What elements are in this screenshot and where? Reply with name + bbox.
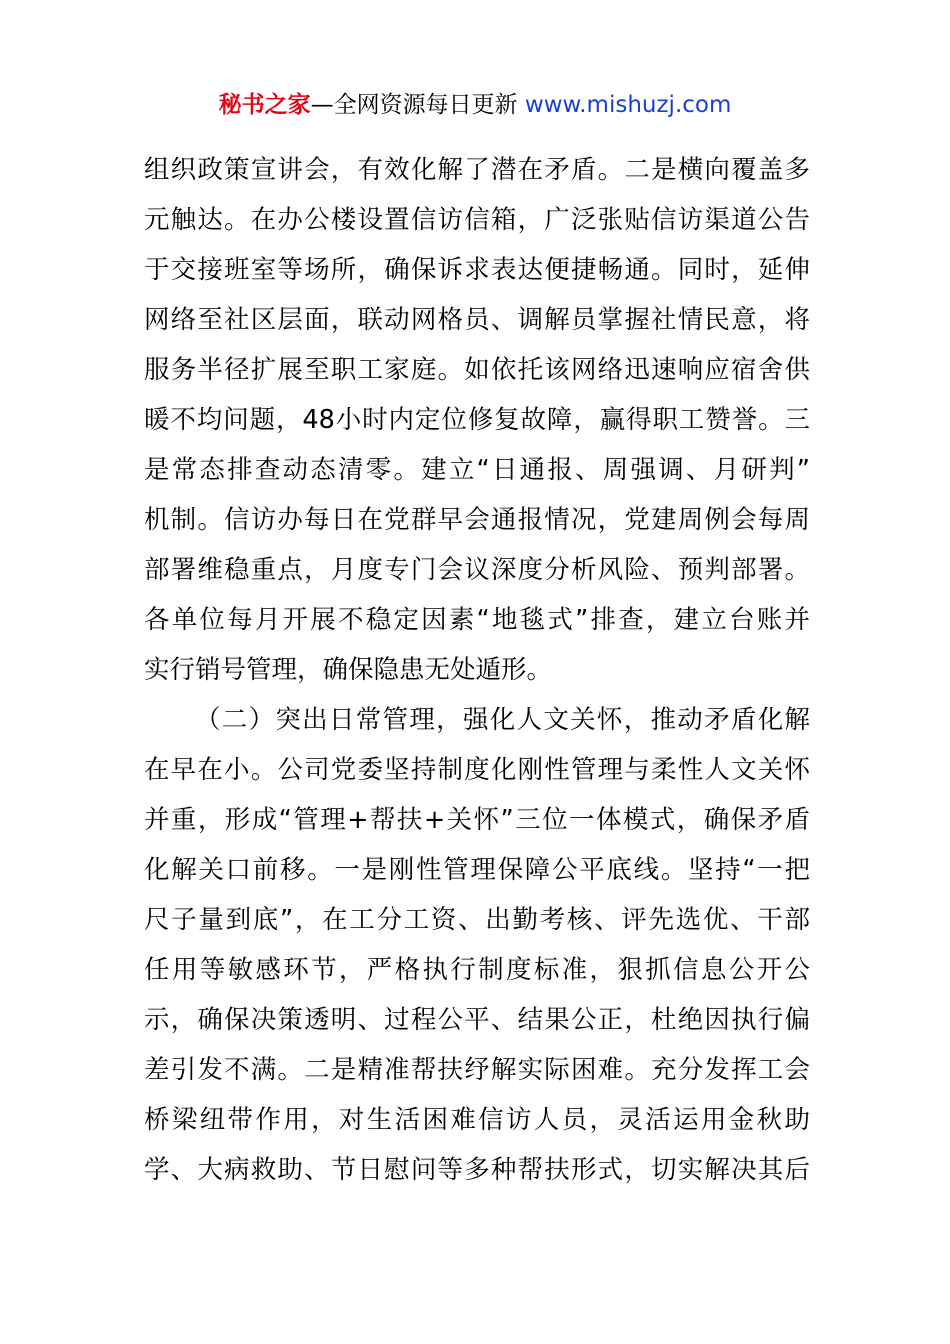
text-line: 在早在小。公司党委坚持制度化刚性管理与柔性人文关怀 [144,755,810,785]
text-line: 尺子量到底”，在工分工资、出勤考核、评先选优、干部 [144,905,810,935]
brand-name: 秘书之家 [218,92,311,118]
text-line: 并重，形成“管理+帮扶+关怀”三位一体模式，确保矛盾 [144,805,810,835]
text-line: 化解关口前移。一是刚性管理保障公平底线。坚持“一把 [144,855,810,885]
text-line: 暖不均问题，48小时内定位修复故障，赢得职工赞誉。三 [144,405,810,435]
text-line: 组织政策宣讲会，有效化解了潜在矛盾。二是横向覆盖多 [144,155,810,185]
text-line: 任用等敏感环节，严格执行制度标准，狠抓信息公开公 [144,955,810,985]
text-line: 桥梁纽带作用，对生活困难信访人员，灵活运用金秋助 [144,1105,810,1135]
text-line: 实行销号管理，确保隐患无处遁形。 [144,655,553,685]
site-url-link[interactable]: www.mishuzj.com [524,92,732,118]
section-heading-line: （二）突出日常管理，强化人文关怀，推动矛盾化解 [195,705,810,735]
document-body [144,145,810,1195]
text-line: 部署维稳重点，月度专门会议深度分析风险、预判部署。 [144,555,810,585]
site-header [0,86,950,124]
text-line: 差引发不满。二是精准帮扶纾解实际困难。充分发挥工会 [144,1055,810,1085]
text-line: 服务半径扩展至职工家庭。如依托该网络迅速响应宿舍供 [144,355,810,385]
text-line: 网络至社区层面，联动网格员、调解员掌握社情民意，将 [144,305,810,335]
text-line: 是常态排查动态清零。建立“日通报、周强调、月研判” [144,455,810,485]
header-tagline: —全网资源每日更新 [310,92,518,118]
text-line: 于交接班室等场所，确保诉求表达便捷畅通。同时，延伸 [144,255,810,285]
text-line: 学、大病救助、节日慰问等多种帮扶形式，切实解决其后 [144,1155,810,1185]
text-line: 元触达。在办公楼设置信访信箱，广泛张贴信访渠道公告 [144,205,810,235]
text-line: 示，确保决策透明、过程公平、结果公正，杜绝因执行偏 [144,1005,810,1035]
text-line: 机制。信访办每日在党群早会通报情况，党建周例会每周 [144,505,810,535]
text-line: 各单位每月开展不稳定因素“地毯式”排查，建立台账并 [144,605,810,635]
